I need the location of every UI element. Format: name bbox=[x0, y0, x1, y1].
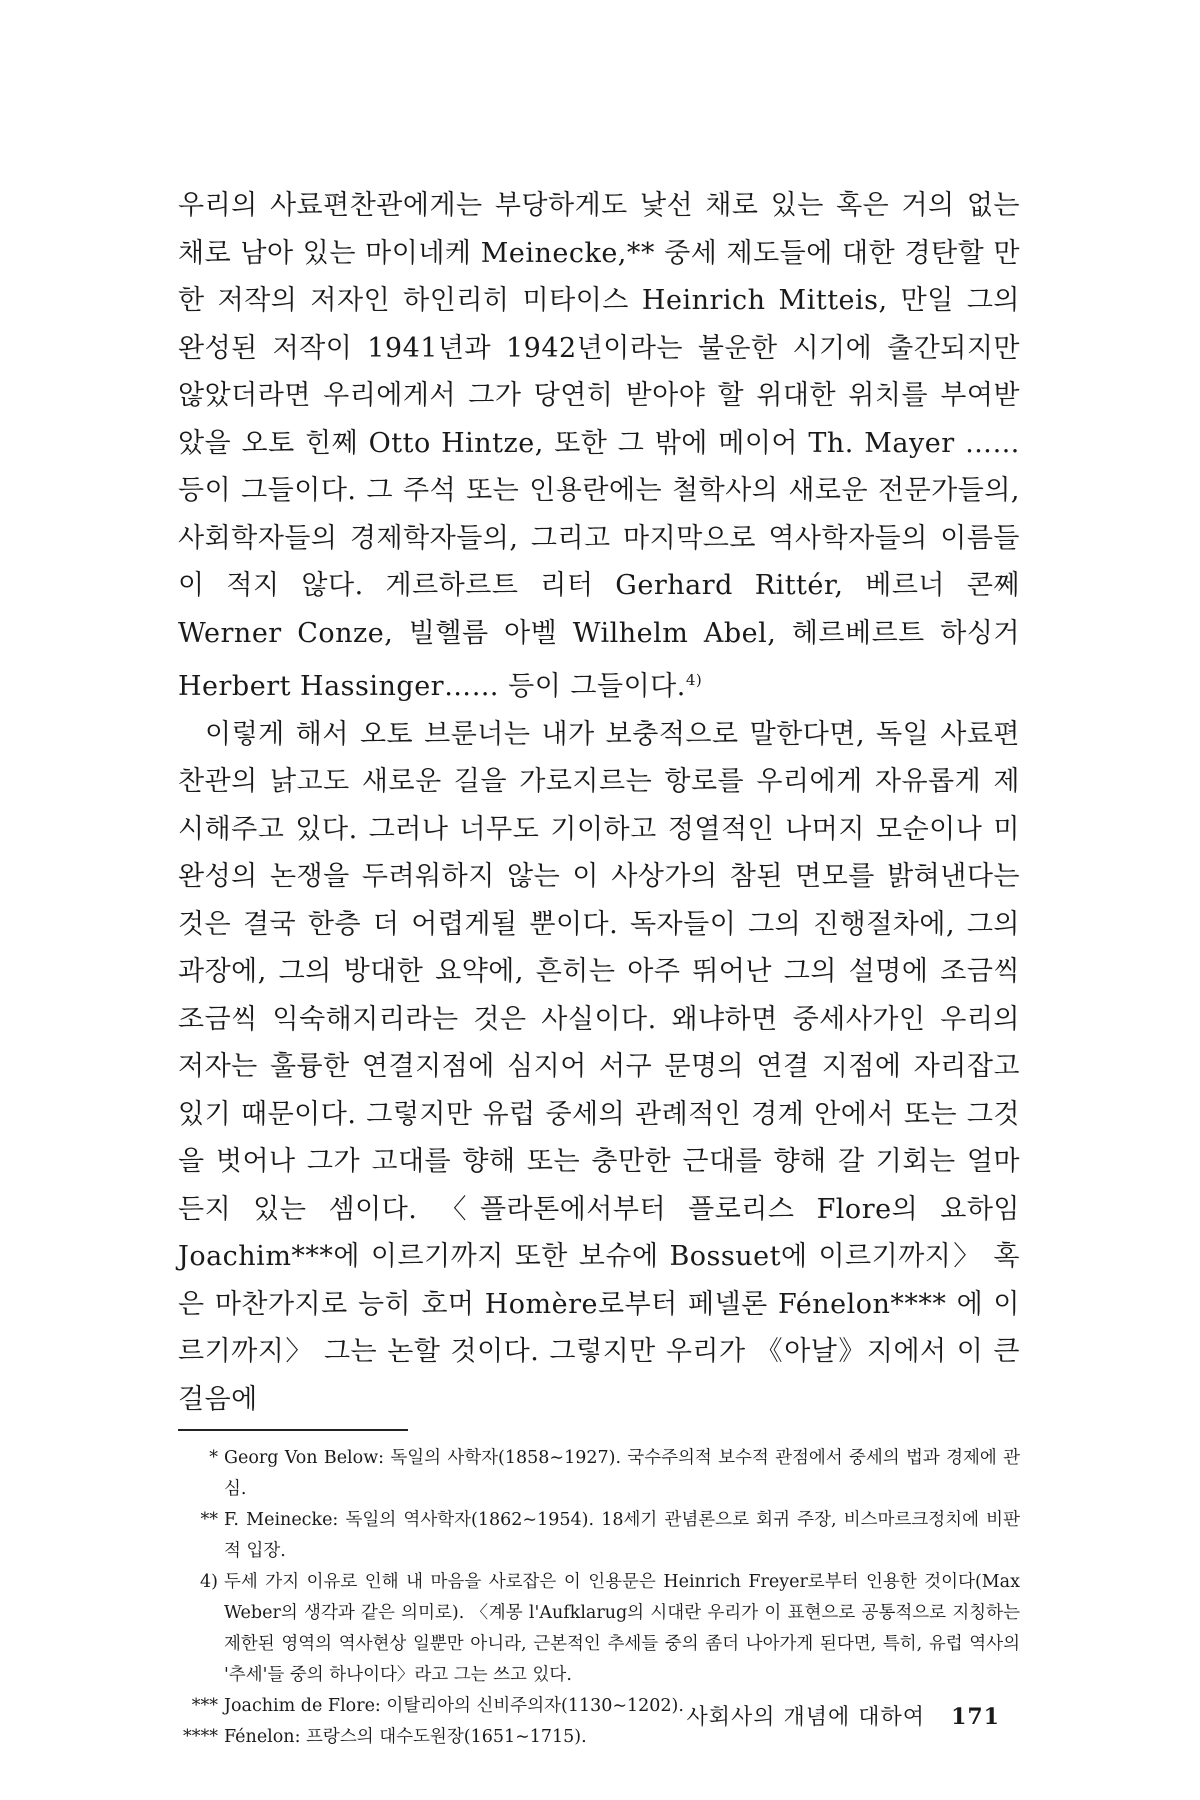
paragraph-2: 이렇게 해서 오토 브룬너는 내가 보충적으로 말한다면, 독일 사료편찬관의 낡고도 새로운 길을 가로지르는 항로를 우리에게 자유롭게 제시해주고 있다. 그러나 너무도 기이하고 정열적인 나머지 모순이나 미완성의 논쟁을 두려워하지 않는 이 사상가의 참된 면모를 밝혀낸다는 것은 결국 한층 더 어렵게될 뿐이다. 독자들이 그의 진행절차에, 그의 과장에, 그의 방대한 요약에, 흔히는 아주 뛰어난 그의 설명에 조금씩 조금씩 익숙해지리라는 것은 사실이다. 왜냐하면 중세사가인 우리의 저자는 훌륭한 연결지점에 심지어 서구 문명의 연결 지점에 자리잡고 있기 때문이다. 그렇지만 유럽 중세의 관례적인 경계 안에서 또는 그것을 벗어나 그가 고대를 향해 또는 충만한 근대를 향해 갈 기회는 얼마든지 있는 셈이다. 〈플라톤에서부터 플로리스 Flore의 요하임 Joachim***에 이르기까지 또한 보슈에 Bossuet에 이르기까지〉 혹은 마찬가지로 능히 호머 Homère로부터 페넬론 Fénelon**** 에 이르기까지〉 그는 논할 것이다. 그렇지만 우리가 《아날》지에서 이 큰 걸음에 bbox=[178, 718, 1020, 1415]
footnote-mark: ** bbox=[200, 1510, 218, 1530]
footnote-below bbox=[178, 1443, 1020, 1505]
main-text bbox=[178, 182, 1020, 1423]
footnote-text: 두세 가지 이유로 인해 내 마음을 사로잡은 이 인용문은 Heinrich Freyer로부터 인용한 것이다(Max Weber의 생각과 같은 의미로). 〈계몽 l'Aufklarug의 시대란 우리가 이 표현으로 공통적으로 지칭하는 제한된 영역의 역사현상 일뿐만 아니라, 근본적인 추세들 중의 좀더 나아가게 된다면, 특히, 유럽 역사의 '추세'들 중의 하나이다〉라고 그는 쓰고 있다. bbox=[224, 1572, 1020, 1685]
footnote-text: Joachim de Flore: 이탈리아의 신비주의자(1130∼1202). bbox=[224, 1696, 684, 1716]
footnote-meinecke bbox=[178, 1505, 1020, 1567]
footnote-text: F. Meinecke: 독일의 역사학자(1862∼1954). 18세기 관념론으로 회귀 주장, 비스마르크정치에 비판적 입장. bbox=[224, 1510, 1020, 1561]
book-page bbox=[178, 182, 1020, 1753]
footnote-reference-4: 4) bbox=[685, 671, 703, 689]
footnote-text: Georg Von Below: 독일의 사학자(1858∼1927). 국수주의적 보수적 관점에서 중세의 법과 경제에 관심. bbox=[224, 1448, 1020, 1499]
footnote-4 bbox=[178, 1567, 1020, 1691]
footnote-mark: 4) bbox=[200, 1572, 218, 1592]
footnote-mark: **** bbox=[183, 1727, 218, 1747]
page-number: 171 bbox=[951, 1704, 1000, 1730]
paragraph-1-text: 우리의 사료편찬관에게는 부당하게도 낯선 채로 있는 혹은 거의 없는 채로 남아 있는 마이네케 Meinecke,** 중세 제도들에 대한 경탄할 만한 저작의 저자인 하인리히 미타이스 Heinrich Mitteis, 만일 그의 완성된 저작이 1941년과 1942년이라는 불운한 시기에 출간되지만 않았더라면 우리에게서 그가 당연히 받아야 할 위대한 위치를 부여받았을 오토 힌쩨 Otto Hintze, 또한 그 밖에 메이어 Th. Mayer …… 등이 그들이다. 그 주석 또는 인용란에는 철학사의 새로운 전문가들의, 사회학자들의 경제학자들의, 그리고 마지막으로 역사학자들의 이름들이 적지 않다. 게르하르트 리터 Gerhard Rittér, 베르너 콘쩨 Werner Conze, 빌헬름 아벨 Wilhelm Abel, 헤르베르트 하싱거 Herbert Hassinger…… 등이 그들이다. bbox=[178, 190, 1020, 702]
paragraph-1 bbox=[178, 182, 1020, 711]
footnote-text: Fénelon: 프랑스의 대수도원장(1651∼1715). bbox=[224, 1727, 587, 1747]
running-footer bbox=[687, 1700, 1000, 1731]
footnote-divider bbox=[178, 1429, 408, 1431]
running-title: 사회사의 개념에 대하여 bbox=[686, 1705, 926, 1730]
footnote-mark: * bbox=[209, 1448, 218, 1468]
footnote-mark: *** bbox=[191, 1696, 218, 1716]
